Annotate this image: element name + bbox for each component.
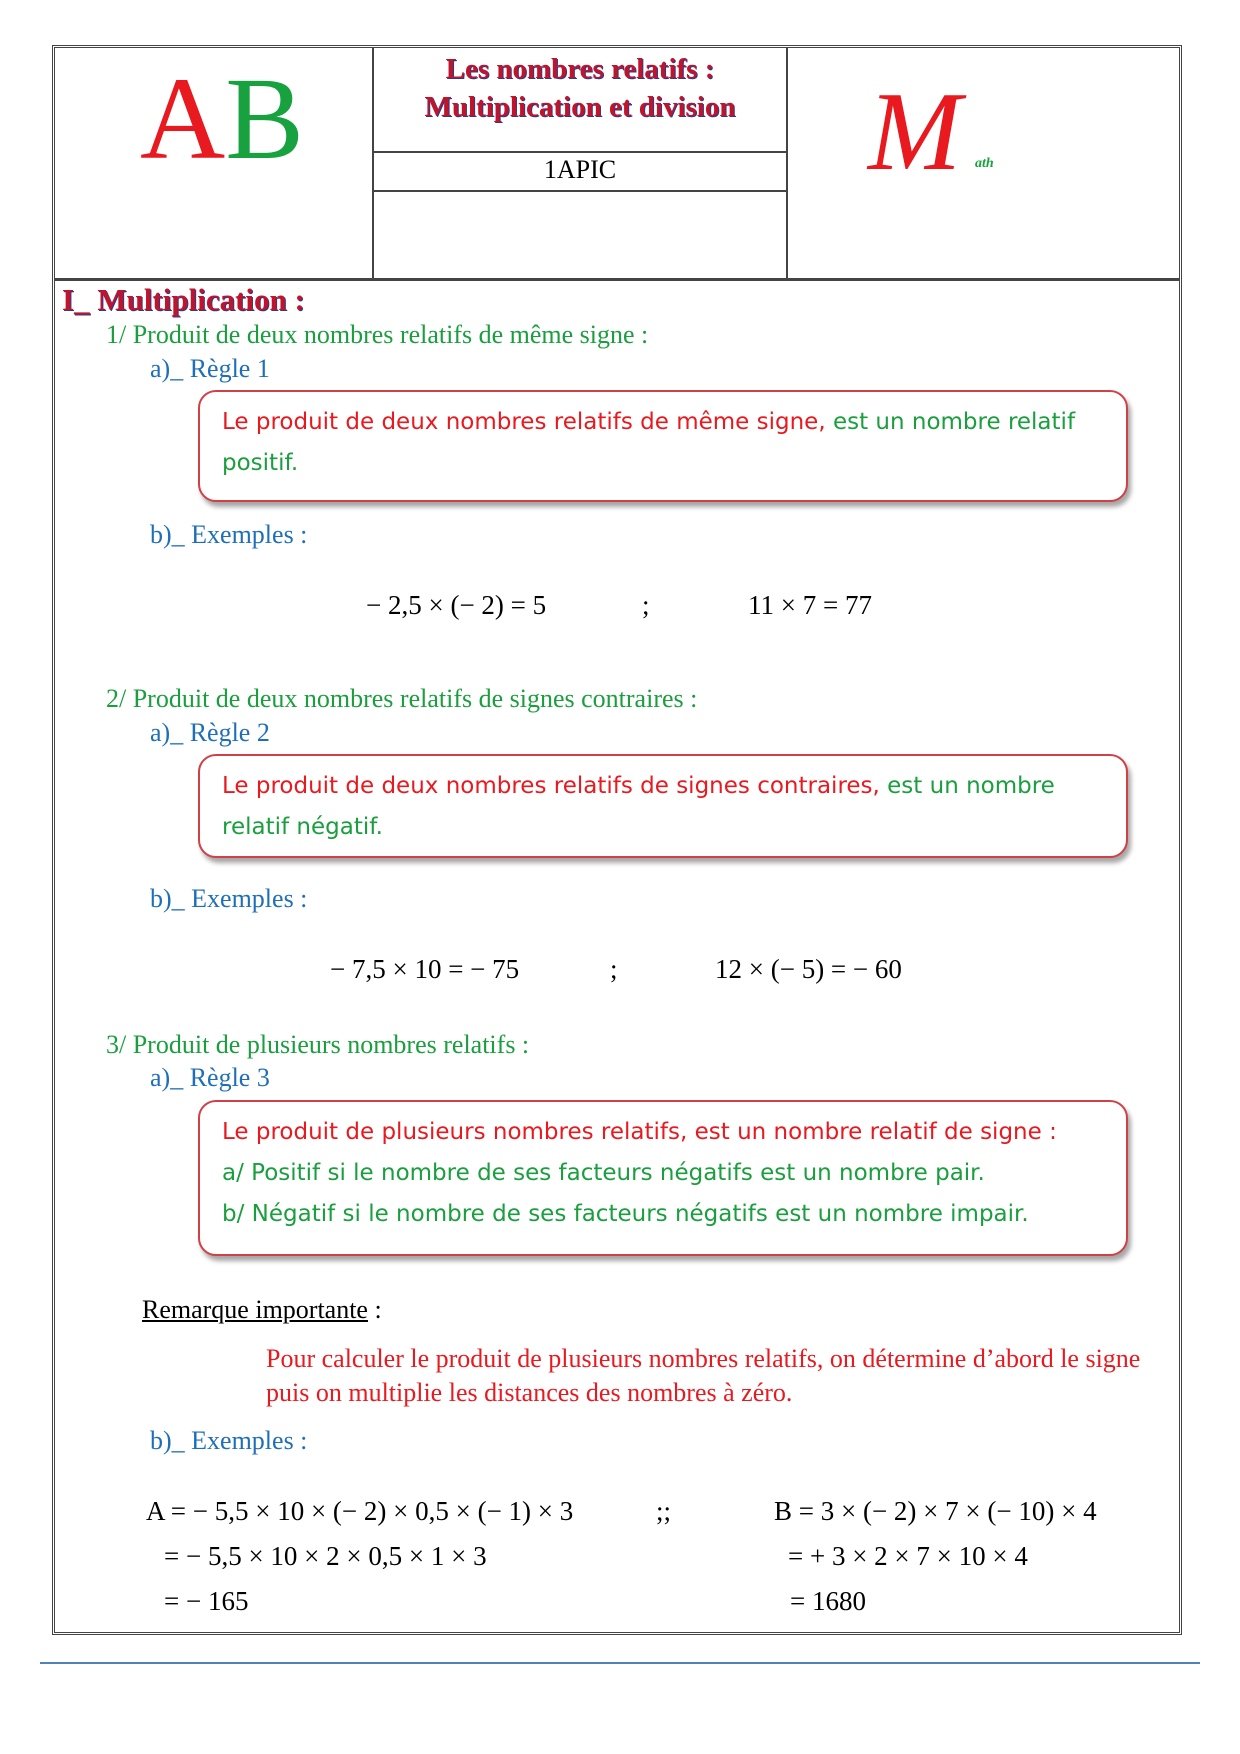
rule2-box (198, 754, 1128, 858)
header-title-cell-bottom (372, 151, 788, 153)
remark-label (142, 1295, 382, 1325)
part1-example-1: − 2,5 × (− 2) = 5 (366, 590, 547, 620)
part1-rule-label: a)_ Règle 1 (150, 354, 270, 383)
header-divider-left (372, 47, 374, 280)
calc-a-line-2: = − 5,5 × 10 × 2 × 0,5 × 1 × 3 (164, 1541, 487, 1571)
rule2-red-text: Le produit de deux nombres relatifs de signes contraires, (222, 773, 880, 799)
rule1-box (198, 390, 1128, 502)
rule3-box (198, 1100, 1128, 1256)
part2-separator: ; (610, 954, 618, 984)
rule3-line-3: b/ Négatif si le nombre de ses facteurs négatifs est un nombre impair. (222, 1201, 1029, 1227)
part1-example-2: 11 × 7 = 77 (748, 590, 872, 620)
part3-rule-label: a)_ Règle 3 (150, 1063, 270, 1092)
remark-text: Pour calculer le produit de plusieurs nombres relatifs, on détermine d’abord le signe puis on multiplie les distances des nombres à zéro. (266, 1344, 1141, 1407)
calc-b-line-3: = 1680 (790, 1586, 866, 1616)
part1-separator: ; (642, 590, 650, 620)
logo-letter-a: A (140, 53, 226, 184)
part2-examples-label: b)_ Exemples : (150, 884, 308, 913)
title-line-1: Les nombres relatifs : (445, 53, 715, 85)
part3-examples-label: b)_ Exemples : (150, 1426, 308, 1455)
calc-a-line-3: = − 165 (164, 1586, 249, 1616)
header-level-cell-bottom (372, 190, 788, 192)
calc-separator: ;; (656, 1496, 672, 1526)
part3-title: 3/ Produit de plusieurs nombres relatifs : (106, 1030, 530, 1059)
class-level: 1APIC (543, 155, 617, 184)
title-line-2: Multiplication et division (424, 91, 736, 123)
rule3-line-2: a/ Positif si le nombre de ses facteurs négatifs est un nombre pair. (222, 1160, 985, 1186)
section-title: I_ Multiplication : (62, 282, 305, 317)
part2-rule-label: a)_ Règle 2 (150, 718, 270, 747)
logo-math: M (868, 70, 962, 194)
rule3-line-1: Le produit de plusieurs nombres relatifs, est un nombre relatif de signe : (222, 1119, 1057, 1145)
logo-ab (140, 53, 304, 184)
part2-example-2: 12 × (− 5) = − 60 (715, 954, 902, 984)
rule1-green-text: est un nombre relatif positif. (222, 409, 1076, 476)
remark-label-colon: : (367, 1295, 382, 1324)
document-title (375, 50, 785, 126)
header-divider-right (786, 47, 788, 280)
part1-examples-label: b)_ Exemples : (150, 520, 308, 549)
logo-letter-b: B (225, 53, 304, 184)
part2-title: 2/ Produit de deux nombres relatifs de signes contraires : (106, 684, 698, 713)
header-bottom-border (54, 278, 1180, 281)
part2-example-1: − 7,5 × 10 = − 75 (330, 954, 520, 984)
part1-title: 1/ Produit de deux nombres relatifs de même signe : (106, 320, 649, 349)
remark-label-text: Remarque importante (142, 1295, 368, 1324)
calc-a-line-1: A = − 5,5 × 10 × (− 2) × 0,5 × (− 1) × 3 (146, 1496, 574, 1526)
calc-b-line-1: B = 3 × (− 2) × 7 × (− 10) × 4 (774, 1496, 1097, 1526)
logo-math-sub: ath (975, 156, 994, 171)
rule2-green-text: est un nombre relatif négatif. (222, 773, 1055, 840)
calc-b-line-2: = + 3 × 2 × 7 × 10 × 4 (788, 1541, 1028, 1571)
rule1-red-text: Le produit de deux nombres relatifs de même signe, (222, 409, 826, 435)
bottom-rule (40, 1662, 1200, 1664)
